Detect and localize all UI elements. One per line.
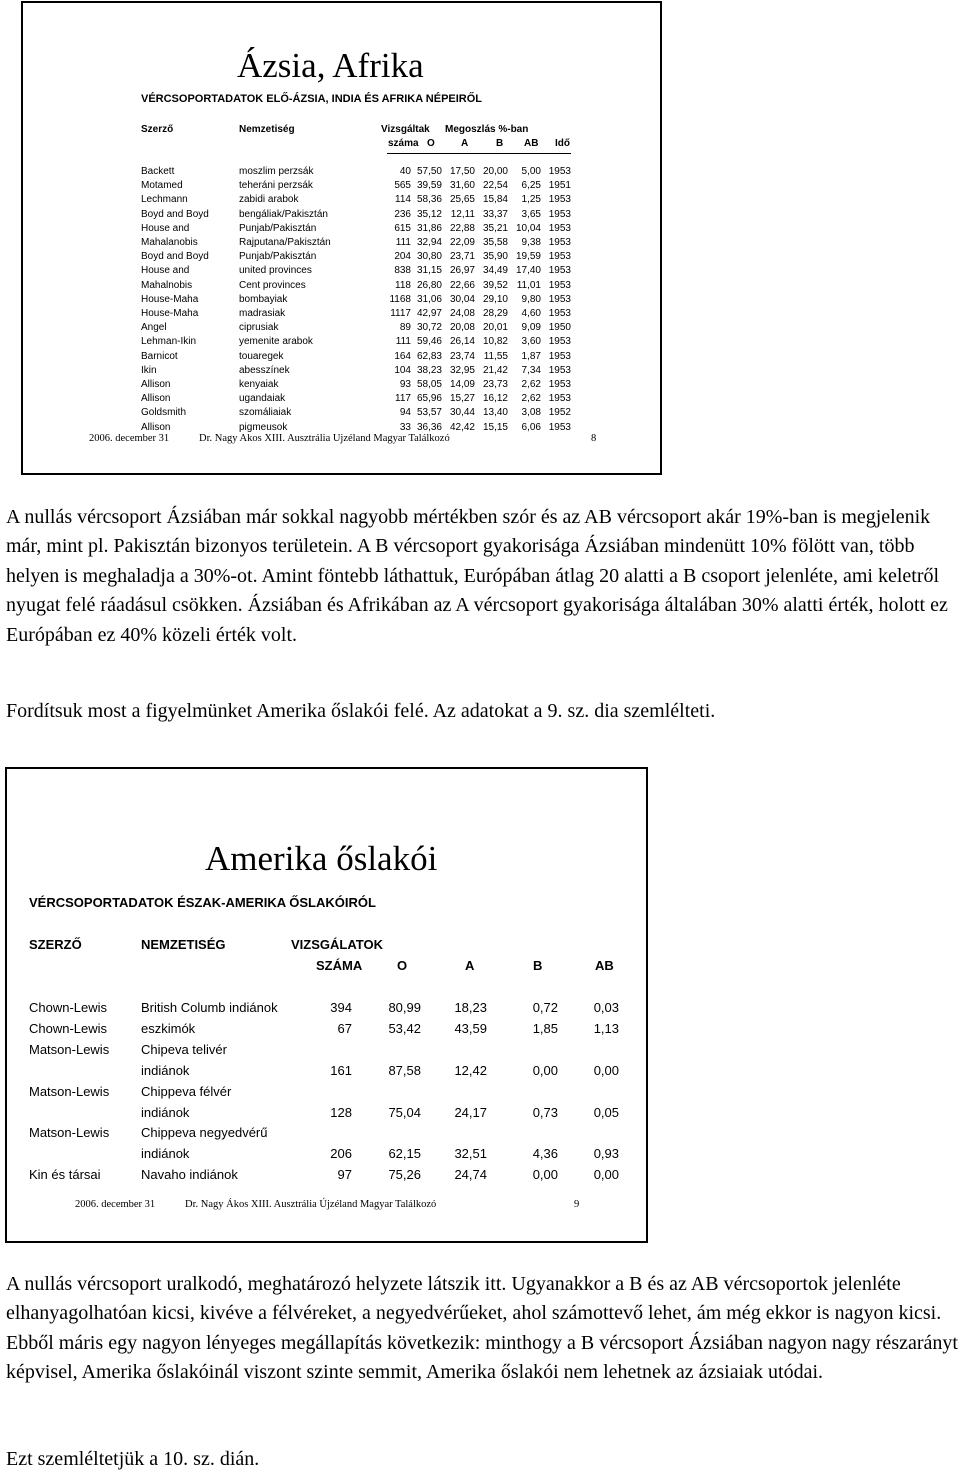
cell-nationality: Rajputana/Pakisztán <box>239 237 331 248</box>
cell-a: 22,88 <box>449 222 475 234</box>
cell-author: Allison <box>141 393 171 405</box>
cell-nationality: yemenite arabok <box>239 336 313 348</box>
cell-b: 0,00 <box>532 1167 558 1182</box>
cell-count: 111 <box>395 336 411 348</box>
cell-a: 20,08 <box>449 322 475 334</box>
header-distribution: Megoszlás %-ban <box>445 124 529 135</box>
slide-title: Amerika őslakói <box>205 839 438 878</box>
cell-count: 117 <box>395 393 411 405</box>
cell-nationality: Punjab/Pakisztán <box>239 222 317 234</box>
cell-b: 16,12 <box>482 393 508 405</box>
cell-o: 80,99 <box>388 1000 421 1015</box>
cell-nationality: eszkimók <box>141 1021 196 1036</box>
cell-o: 31,15 <box>416 265 442 277</box>
cell-nationality: zabidi arabok <box>239 194 299 206</box>
cell-year: 1953 <box>548 279 571 291</box>
cell-count: 565 <box>394 180 411 192</box>
cell-author: Angel <box>141 322 167 334</box>
cell-b: 35,21 <box>482 222 508 234</box>
cell-ab: 19,59 <box>515 251 541 263</box>
cell-o: 30,72 <box>416 322 442 334</box>
cell-nationality: Chippeva negyedvérű <box>141 1125 268 1140</box>
header-a: A <box>461 138 469 149</box>
cell-ab: 3,65 <box>521 208 541 220</box>
cell-o: 32,94 <box>416 237 442 248</box>
cell-ab: 0,05 <box>593 1105 619 1120</box>
header-o: O <box>427 138 435 149</box>
cell-count: 1168 <box>389 293 411 305</box>
cell-ab: 1,13 <box>593 1021 619 1036</box>
paragraph-transition: Fordítsuk most a figyelmünket Amerika őslakói felé. Az adatokat a 9. sz. dia szemlélteti. <box>6 700 716 722</box>
cell-o: 62,15 <box>388 1146 421 1161</box>
cell-a: 31,60 <box>449 180 475 192</box>
header-examined-count: SZÁMA <box>316 958 363 973</box>
page-number: 8 <box>591 433 597 444</box>
cell-ab: 1,87 <box>521 350 541 362</box>
cell-o: 30,80 <box>416 251 442 263</box>
cell-b: 1,85 <box>532 1021 558 1036</box>
cell-ab: 7,34 <box>521 364 541 376</box>
cell-nationality: indiánok <box>141 1104 190 1120</box>
cell-author: Matson-Lewis <box>29 1084 110 1099</box>
cell-year: 1953 <box>548 379 571 390</box>
cell-year: 1953 <box>548 336 571 348</box>
cell-b: 23,73 <box>482 379 508 390</box>
cell-author: Allison <box>141 379 171 390</box>
cell-nationality: Chipeva telivér <box>141 1042 227 1057</box>
cell-a: 22,66 <box>449 279 475 291</box>
cell-a: 17,50 <box>449 166 475 177</box>
cell-ab: 3,60 <box>521 336 541 348</box>
cell-count: 94 <box>399 407 411 419</box>
cell-b: 39,52 <box>482 279 508 291</box>
cell-year: 1953 <box>548 364 571 376</box>
cell-count: 204 <box>394 251 411 263</box>
header-author: SZERZŐ <box>29 937 82 952</box>
page-number: 9 <box>574 1199 580 1210</box>
cell-year: 1953 <box>548 308 571 319</box>
cell-o: 59,46 <box>416 336 442 348</box>
cell-year: 1953 <box>548 293 571 305</box>
cell-ab: 1,25 <box>521 194 541 206</box>
cell-a: 24,17 <box>454 1105 487 1120</box>
cell-nationality: British Columb indiánok <box>141 1000 278 1015</box>
cell-nationality: ciprusiak <box>239 322 279 334</box>
cell-author: Mahalanobis <box>141 237 198 248</box>
cell-o: 58,05 <box>416 379 442 390</box>
cell-b: 22,54 <box>482 180 508 192</box>
header-a: A <box>465 958 475 973</box>
header-examined: VIZSGÁLATOK <box>291 937 383 952</box>
cell-year: 1953 <box>548 222 571 234</box>
cell-o: 57,50 <box>416 166 442 177</box>
header-b: B <box>533 958 543 973</box>
footer-date: 2006. december 31 <box>89 433 170 444</box>
cell-nationality: Punjab/Pakisztán <box>239 251 317 263</box>
cell-a: 12,42 <box>454 1063 487 1078</box>
cell-nationality: Chippeva félvér <box>141 1084 232 1099</box>
paragraph-asia-africa: A nullás vércsoport Ázsiában már sokkal nagyobb mértékben szór és az AB vércsoport akár 19%-ban is megjelenik már, mint pl. Pakisztán bizonyos területein. A B vércsoport gyakorisága Ázsiában mindenütt 10% fölött van, több helyen is meghaladja a 30%-ot. Amint föntebb láthattuk, Európában átlag 20 alatti a B csoport jelenléte, ami keletről nyugat felé ráadásul csökken. Ázsiában és Afrikában az A vércsoport gyakorisága általában 30% alatti érték, holott ez Európában ez 40% közeli érték volt. <box>6 506 948 646</box>
cell-ab: 0,03 <box>593 1000 619 1015</box>
cell-a: 30,44 <box>449 407 475 419</box>
cell-b: 0,00 <box>532 1063 558 1078</box>
cell-ab: 0,93 <box>593 1146 619 1161</box>
cell-author: Chown-Lewis <box>29 1021 108 1036</box>
cell-o: 36,36 <box>416 421 442 433</box>
header-year: Idő <box>555 138 570 149</box>
header-rule <box>387 153 571 154</box>
paragraph-next-slide: Ezt szemléltetjük a 10. sz. dián. <box>6 1448 260 1470</box>
cell-ab: 6,25 <box>521 180 541 192</box>
cell-count: 111 <box>395 237 411 248</box>
cell-count: 40 <box>399 166 411 177</box>
cell-author: House and <box>141 265 190 277</box>
cell-a: 25,65 <box>449 194 475 206</box>
header-author: Szerző <box>141 124 174 135</box>
cell-a: 18,23 <box>454 1000 487 1015</box>
cell-o: 65,96 <box>416 393 442 405</box>
header-ab: AB <box>595 958 614 973</box>
cell-o: 38,23 <box>416 364 442 376</box>
cell-o: 26,80 <box>416 279 442 291</box>
cell-year: 1953 <box>548 208 571 220</box>
cell-a: 32,95 <box>449 364 475 376</box>
cell-nationality: abesszínek <box>239 364 290 376</box>
cell-nationality: indiánok <box>141 1145 190 1161</box>
cell-ab: 9,09 <box>521 322 541 334</box>
cell-nationality: moszlim perzsák <box>239 166 314 177</box>
cell-count: 114 <box>395 194 411 206</box>
cell-o: 31,86 <box>416 222 442 234</box>
cell-nationality: teheráni perzsák <box>239 180 313 192</box>
cell-b: 29,10 <box>482 293 508 305</box>
cell-a: 24,74 <box>454 1167 487 1182</box>
cell-ab: 17,40 <box>515 265 541 277</box>
cell-o: 62,83 <box>416 350 442 362</box>
cell-ab: 5,00 <box>521 166 541 177</box>
cell-b: 0,73 <box>532 1105 558 1120</box>
cell-b: 21,42 <box>482 364 508 376</box>
header-ab: AB <box>524 138 539 149</box>
cell-b: 0,72 <box>532 1000 558 1015</box>
cell-ab: 2,62 <box>521 393 541 405</box>
table-caption: VÉRCSOPORTADATOK ELŐ-ÁZSIA, INDIA ÉS AFRIKA NÉPEIRŐL <box>141 93 483 105</box>
cell-a: 26,14 <box>449 336 475 348</box>
cell-nationality: indiánok <box>141 1062 190 1078</box>
cell-year: 1952 <box>548 407 571 419</box>
cell-count: 89 <box>399 322 411 334</box>
cell-ab: 10,04 <box>515 222 541 234</box>
cell-n: 394 <box>330 1000 352 1015</box>
cell-a: 23,71 <box>449 251 475 263</box>
cell-author: Backett <box>141 166 175 177</box>
cell-author: Boyd and Boyd <box>141 208 209 220</box>
cell-n: 161 <box>330 1063 352 1078</box>
header-nationality: NEMZETISÉG <box>141 937 226 952</box>
cell-a: 24,08 <box>449 308 475 319</box>
cell-author: Allison <box>141 421 171 433</box>
cell-year: 1950 <box>548 322 571 334</box>
cell-ab: 9,80 <box>521 293 541 305</box>
cell-a: 26,97 <box>449 265 475 277</box>
cell-n: 206 <box>330 1146 352 1161</box>
cell-a: 23,74 <box>449 350 475 362</box>
cell-nationality: madrasiak <box>239 308 286 319</box>
cell-ab: 0,00 <box>593 1167 619 1182</box>
cell-nationality: szomáliaiak <box>239 407 292 419</box>
cell-count: 1117 <box>390 308 411 319</box>
cell-count: 118 <box>395 279 411 291</box>
header-examined-count: száma <box>388 138 419 149</box>
cell-ab: 2,62 <box>521 379 541 390</box>
cell-author: Boyd and Boyd <box>141 251 209 263</box>
cell-author: Goldsmith <box>141 407 187 419</box>
cell-nationality: Navaho indiánok <box>141 1167 238 1182</box>
cell-b: 15,15 <box>482 421 508 433</box>
header-o: O <box>397 958 408 973</box>
cell-year: 1953 <box>548 166 571 177</box>
cell-ab: 11,01 <box>516 279 541 291</box>
cell-a: 14,09 <box>449 379 475 390</box>
footer-author: Dr. Nagy Akos XIII. Ausztrália Ujzéland Magyar Találkozó <box>199 433 450 444</box>
cell-count: 93 <box>399 379 411 390</box>
header-b: B <box>496 138 504 149</box>
cell-author: House-Maha <box>141 308 199 319</box>
footer-author: Dr. Nagy Ákos XIII. Ausztrália Újzéland Magyar Találkozó <box>185 1199 437 1210</box>
cell-author: House and <box>141 222 190 234</box>
slide-8 <box>21 1 662 475</box>
cell-a: 42,42 <box>449 421 475 433</box>
cell-author: Matson-Lewis <box>29 1125 110 1140</box>
table-caption: VÉRCSOPORTADATOK ÉSZAK-AMERIKA ŐSLAKÓIRÓL <box>29 895 376 910</box>
cell-count: 104 <box>394 364 411 376</box>
cell-nationality: bengáliak/Pakisztán <box>239 208 328 220</box>
cell-year: 1953 <box>548 350 571 362</box>
cell-author: Kin és társai <box>29 1167 101 1182</box>
cell-o: 42,97 <box>416 308 442 319</box>
cell-year: 1953 <box>548 237 571 248</box>
cell-ab: 9,38 <box>521 237 541 248</box>
cell-n: 128 <box>330 1105 352 1120</box>
cell-o: 53,42 <box>388 1021 421 1036</box>
cell-b: 11,55 <box>483 350 508 362</box>
cell-b: 33,37 <box>482 208 508 220</box>
cell-a: 32,51 <box>454 1146 487 1161</box>
cell-a: 22,09 <box>449 237 475 248</box>
cell-b: 28,29 <box>482 308 508 319</box>
cell-author: Chown-Lewis <box>29 1000 108 1015</box>
cell-author: Lehman-Ikin <box>141 336 197 348</box>
cell-count: 33 <box>399 421 411 433</box>
paragraph-conclusion: A nullás vércsoport uralkodó, meghatározó helyzete látszik itt. Ugyanakkor a B és az AB vércsoportok jelenléte elhanyagolhatóan kicsi, kivéve a félvéreket, a negyedvérűeket, ahol számottevő lehet, ám még ekkor is nagyon kicsi. Ebből máris egy nagyon lényeges megállapítás következik: minthogy a B vércsoport Ázsiában nagyon nagy részarányt képvisel, Amerika őslakóinál viszont szinte semmit, Amerika őslakói nem lehetnek az ázsiaiak utódai. <box>6 1273 958 1384</box>
cell-nationality: united provinces <box>239 265 312 277</box>
cell-b: 35,90 <box>482 251 508 263</box>
header-examined: Vizsgáltak <box>381 124 430 135</box>
cell-nationality: ugandaiak <box>239 393 286 405</box>
cell-author: Matson-Lewis <box>29 1042 110 1057</box>
cell-ab: 0,00 <box>593 1063 619 1078</box>
cell-o: 31,06 <box>416 293 442 305</box>
cell-b: 20,00 <box>482 166 508 177</box>
cell-year: 1953 <box>548 265 571 277</box>
cell-b: 4,36 <box>532 1146 558 1161</box>
cell-b: 13,40 <box>482 407 508 419</box>
cell-author: Barnicot <box>141 350 178 362</box>
cell-ab: 6,06 <box>521 421 541 433</box>
cell-ab: 3,08 <box>521 407 541 419</box>
cell-nationality: bombayiak <box>239 293 288 305</box>
cell-nationality: pigmeusok <box>239 421 288 433</box>
cell-count: 838 <box>394 265 411 277</box>
cell-count: 236 <box>394 208 411 220</box>
cell-b: 15,84 <box>482 194 508 206</box>
cell-author: Motamed <box>141 180 183 192</box>
cell-n: 97 <box>337 1167 352 1182</box>
cell-b: 20,01 <box>482 322 508 334</box>
footer-date: 2006. december 31 <box>75 1199 156 1210</box>
cell-year: 1953 <box>548 194 571 206</box>
cell-year: 1953 <box>548 421 571 433</box>
cell-a: 43,59 <box>454 1021 487 1036</box>
cell-nationality: touaregek <box>239 350 284 362</box>
cell-b: 35,58 <box>482 237 508 248</box>
cell-b: 34,49 <box>482 265 508 277</box>
cell-a: 12,11 <box>450 208 475 220</box>
cell-o: 75,26 <box>388 1167 421 1182</box>
cell-o: 39,59 <box>416 180 442 192</box>
cell-year: 1953 <box>548 251 571 263</box>
cell-o: 87,58 <box>388 1063 421 1078</box>
cell-o: 53,57 <box>416 407 442 419</box>
cell-count: 615 <box>394 222 411 234</box>
cell-o: 58,36 <box>416 194 442 206</box>
header-nationality: Nemzetiség <box>239 124 295 135</box>
cell-count: 164 <box>394 350 411 362</box>
cell-year: 1953 <box>548 393 571 405</box>
slide-title: Ázsia, Afrika <box>237 46 424 85</box>
slide-9 <box>5 767 648 1243</box>
cell-b: 10,82 <box>482 336 508 348</box>
cell-o: 75,04 <box>388 1105 421 1120</box>
cell-o: 35,12 <box>416 208 442 220</box>
cell-author: Mahalnobis <box>141 279 193 291</box>
cell-nationality: kenyaiak <box>239 379 279 390</box>
cell-author: House-Maha <box>141 293 199 305</box>
cell-ab: 4,60 <box>521 308 541 319</box>
cell-a: 15,27 <box>449 393 475 405</box>
cell-nationality: Cent provinces <box>239 279 306 291</box>
cell-a: 30,04 <box>449 293 475 305</box>
cell-n: 67 <box>337 1021 352 1036</box>
cell-author: Ikin <box>141 364 157 376</box>
cell-author: Lechmann <box>141 194 188 206</box>
cell-year: 1951 <box>548 180 571 192</box>
